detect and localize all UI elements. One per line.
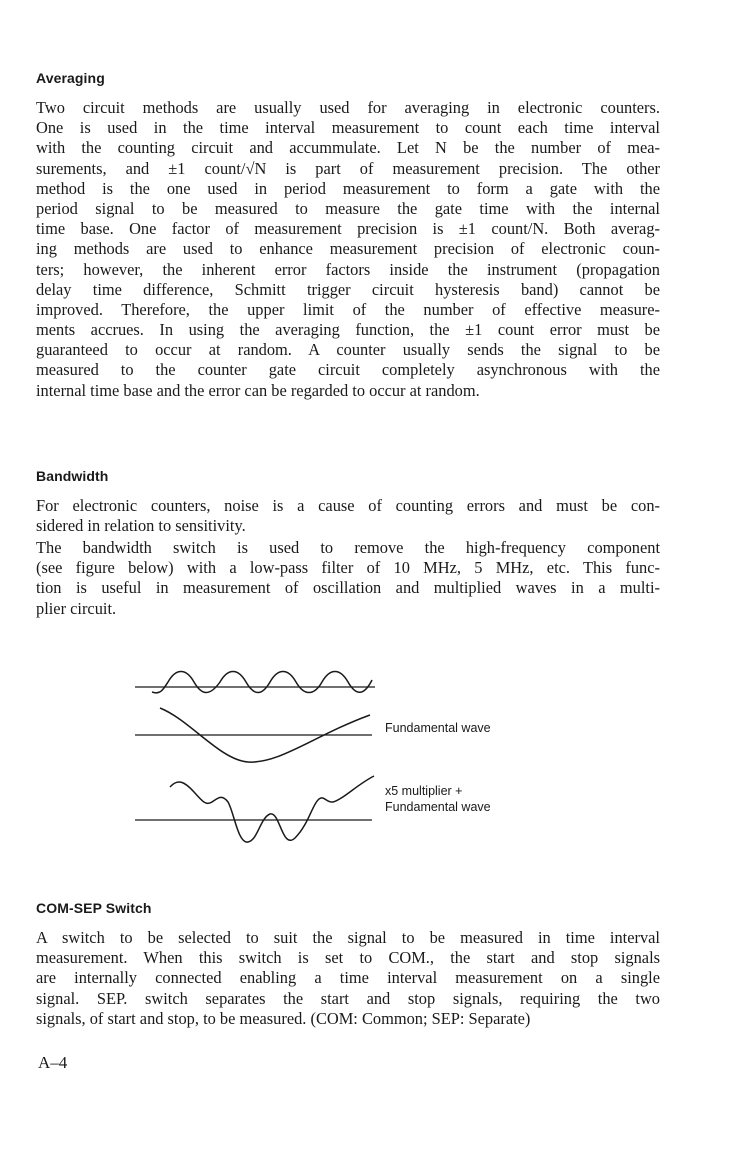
text-line: internal time base and the error can be regarded to occur at random. [36, 380, 480, 400]
text-line: For electronic counters, noise is a cause of counting errors and must be con- [36, 496, 660, 515]
text-line: guaranteed to occur at random. A counter usually sends the signal to be [36, 340, 660, 360]
text-line: A switch to be selected to suit the signal to be measured in time interval [36, 928, 660, 947]
bandwidth-heading: Bandwidth [36, 468, 109, 484]
text-line: ing methods are used to enhance measurement precision of electronic coun- [36, 239, 660, 259]
bandwidth-paragraph-1 [36, 496, 660, 536]
waveform-diagram [130, 660, 550, 850]
com-sep-heading: COM-SEP Switch [36, 900, 152, 916]
text-line: measurement. When this switch is set to COM., the start and stop signals [36, 948, 660, 968]
text-line: time base. One factor of measurement precision is ±1 count/N. Both averag- [36, 219, 660, 239]
text-line: sidered in relation to sensitivity. [36, 516, 246, 536]
fundamental-label: Fundamental wave [385, 721, 491, 735]
text-line: Two circuit methods are usually used for averaging in electronic counters. [36, 98, 660, 117]
multiplier-wave [170, 776, 374, 842]
bandwidth-paragraph-2 [36, 538, 660, 619]
text-line: ments accrues. In using the averaging function, the ±1 count error must be [36, 320, 660, 340]
text-line: ters; however, the inherent error factors inside the instrument (propagation [36, 259, 660, 279]
text-line: plier circuit. [36, 598, 117, 618]
text-line: surements, and ±1 count/√N is part of measurement precision. The other [36, 158, 660, 178]
composite-wave-top [152, 672, 372, 693]
page-number: A–4 [38, 1053, 68, 1072]
text-line: period signal to be measured to measure the gate time with the internal [36, 198, 660, 218]
text-line: improved. Therefore, the upper limit of the number of effective measure- [36, 299, 660, 319]
bandwidth-figure [130, 660, 550, 850]
text-line: with the counting circuit and accummulate. Let N be the number of mea- [36, 138, 660, 158]
text-line: signal. SEP. switch separates the start and stop signals, requiring the two [36, 988, 660, 1008]
averaging-heading: Averaging [36, 70, 105, 86]
text-line: measured to the counter gate circuit completely asynchronous with the [36, 360, 660, 380]
text-line: delay time difference, Schmitt trigger circuit hysteresis band) cannot be [36, 279, 660, 299]
text-line: The bandwidth switch is used to remove the high-frequency component [36, 538, 660, 557]
text-line: method is the one used in period measurement to form a gate with the [36, 178, 660, 198]
text-line: signals, of start and stop, to be measured. (COM: Common; SEP: Separate) [36, 1008, 531, 1028]
text-line: are internally connected enabling a time interval measurement on a single [36, 968, 660, 988]
averaging-paragraph [36, 98, 660, 401]
text-line: One is used in the time interval measurement to count each time interval [36, 118, 660, 138]
com-sep-paragraph [36, 928, 660, 1029]
text-line: tion is useful in measurement of oscillation and multiplied waves in a multi- [36, 578, 660, 598]
multiplier-label-line2: Fundamental wave [385, 800, 491, 814]
text-line: (see figure below) with a low-pass filter of 10 MHz, 5 MHz, etc. This func- [36, 558, 660, 578]
multiplier-label-line1: x5 multiplier + [385, 784, 463, 798]
